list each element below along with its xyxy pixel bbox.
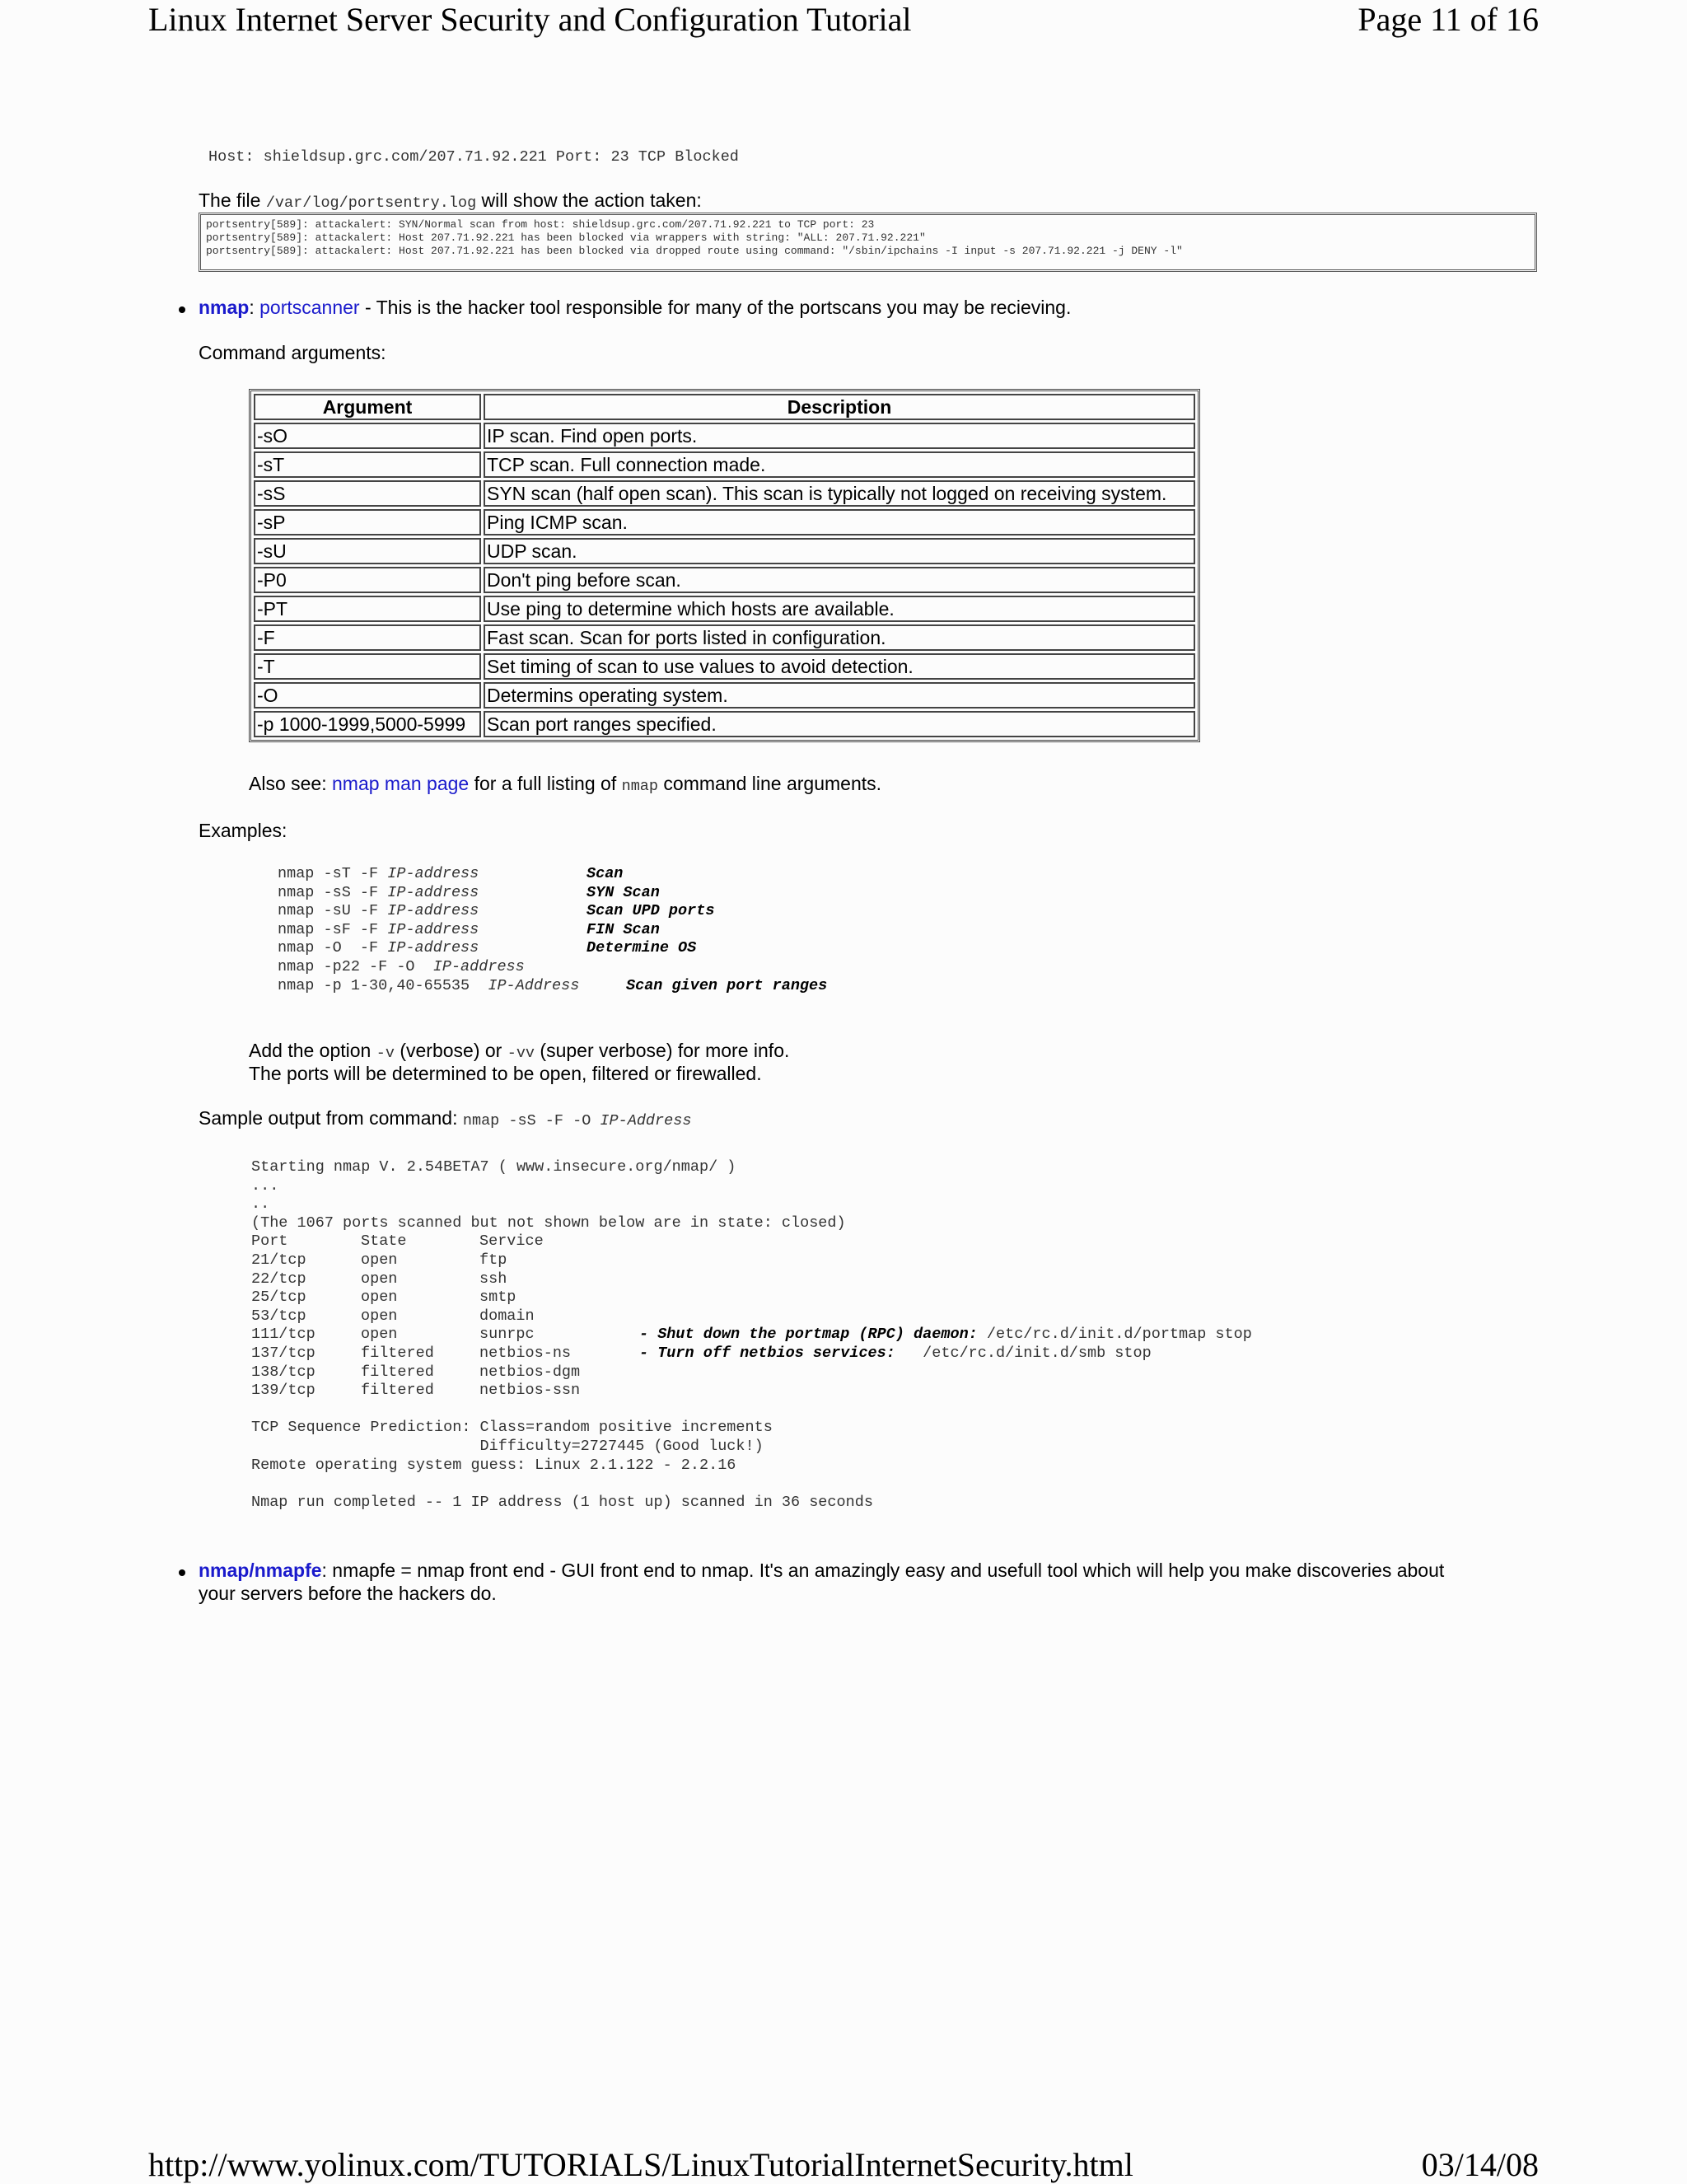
page-footer-date: 03/14/08 <box>1421 2146 1539 2183</box>
log-file-prefix: The file <box>199 189 266 211</box>
example-cmd: nmap -O -F <box>278 939 388 956</box>
log-file-suffix: will show the action taken: <box>476 189 702 211</box>
description-cell: Determins operating system. <box>484 682 1195 709</box>
service-cell: netbios-dgm <box>479 1363 581 1381</box>
state-cell: open <box>361 1326 398 1343</box>
log-file-intro <box>199 189 702 212</box>
description-cell: Don't ping before scan. <box>484 567 1195 593</box>
state-cell: filtered <box>361 1363 434 1381</box>
port-cell: 53/tcp <box>251 1307 306 1325</box>
port-cell: 22/tcp <box>251 1270 306 1288</box>
argument-cell: -F <box>254 624 481 651</box>
output-line: Difficulty=2727445 (Good luck!) <box>251 1438 764 1455</box>
example-command <box>278 902 479 919</box>
example-arg: IP-address <box>387 884 479 901</box>
nmap-name-link[interactable]: nmap <box>199 297 250 318</box>
page-number: Page 11 of 16 <box>1358 1 1539 38</box>
sample-arg: IP-Address <box>600 1112 692 1129</box>
nmapfe-slash: / <box>249 1560 255 1581</box>
ports-determined-line: The ports will be determined to be open, filtered or firewalled. <box>249 1063 762 1084</box>
service-cell: netbios-ssn <box>479 1382 581 1399</box>
service-cell: ssh <box>479 1270 507 1288</box>
example-command <box>278 958 525 975</box>
example-cmd: nmap -sS -F <box>278 884 388 901</box>
also-see-prefix: Also see: <box>249 773 332 794</box>
nmap-man-page-link[interactable]: nmap man page <box>332 773 470 794</box>
also-see-code: nmap <box>621 778 659 795</box>
sample-label-text: Sample output from command: <box>199 1107 463 1129</box>
table-row <box>254 451 1195 478</box>
example-cmd: nmap -sF -F <box>278 921 388 938</box>
state-cell: open <box>361 1270 398 1288</box>
service-cell: domain <box>479 1307 535 1325</box>
table-row <box>254 423 1195 449</box>
command-arguments-label: Command arguments: <box>199 342 386 363</box>
page-header-title: Linux Internet Server Security and Configuration Tutorial <box>148 1 912 38</box>
state-cell: open <box>361 1288 398 1306</box>
log-line: portsentry[589]: attackalert: Host 207.71.92.221 has been blocked via wrappers with string: "ALL: 207.71.92.221" <box>206 231 926 244</box>
bullet-icon <box>179 306 185 313</box>
nmapfe-item <box>199 1560 1444 1582</box>
output-line: Starting nmap V. 2.54BETA7 ( www.insecure.org/nmap/ ) <box>251 1158 736 1176</box>
example-arg: IP-address <box>387 902 479 919</box>
state-cell: open <box>361 1251 398 1269</box>
portscanner-link[interactable]: portscanner <box>259 297 360 318</box>
nmapfe-description: : nmapfe = nmap front end - GUI front end to nmap. It's an amazingly easy and usefull tool which will help you make discoveries about <box>321 1560 1445 1581</box>
description-cell: UDP scan. <box>484 538 1195 564</box>
table-row <box>254 653 1195 680</box>
port-note-text: /etc/rc.d/init.d/smb stop <box>895 1345 1152 1362</box>
port-note <box>639 1345 1152 1362</box>
also-see-middle: for a full listing of <box>469 773 622 794</box>
example-command <box>278 921 479 938</box>
argument-cell: -sP <box>254 509 481 535</box>
description-cell: Ping ICMP scan. <box>484 509 1195 535</box>
port-cell: 137/tcp <box>251 1345 315 1362</box>
examples-label: Examples: <box>199 820 287 841</box>
verbose-text-d: (super verbose) for more info. <box>535 1040 790 1061</box>
nmap-link[interactable]: nmap <box>199 1560 250 1581</box>
example-desc-text: FIN Scan <box>586 921 660 938</box>
example-desc-text: SYN Scan <box>586 884 660 901</box>
example-arg: IP-address <box>387 939 479 956</box>
output-line: Nmap run completed -- 1 IP address (1 host up) scanned in 36 seconds <box>251 1494 873 1511</box>
example-description <box>626 977 827 994</box>
description-cell: Scan port ranges specified. <box>484 711 1195 737</box>
table-row <box>254 682 1195 709</box>
verbose-line <box>249 1040 789 1062</box>
example-desc-text: Scan given port ranges <box>626 977 828 994</box>
port-note-bold: - Turn off netbios services: <box>639 1345 895 1362</box>
example-arg: IP-address <box>387 865 479 882</box>
table-row <box>254 596 1195 622</box>
description-cell: IP scan. Find open ports. <box>484 423 1195 449</box>
nmapfe-description-cont: your servers before the hackers do. <box>199 1583 497 1604</box>
description-cell: TCP scan. Full connection made. <box>484 451 1195 478</box>
also-see-suffix: command line arguments. <box>658 773 882 794</box>
port-cell: 139/tcp <box>251 1382 315 1399</box>
nmap-sep: : <box>249 297 260 318</box>
host-blocked-line: Host: shieldsup.grc.com/207.71.92.221 Port: 23 TCP Blocked <box>208 148 739 166</box>
page-footer-url: http://www.yolinux.com/TUTORIALS/LinuxTutorialInternetSecurity.html <box>148 2146 1133 2183</box>
nmapfe-link[interactable]: nmapfe <box>254 1560 322 1581</box>
verbose-code-vv: -vv <box>507 1045 535 1062</box>
port-cell: 25/tcp <box>251 1288 306 1306</box>
argument-cell: -sS <box>254 480 481 507</box>
state-cell: open <box>361 1307 398 1325</box>
output-line: TCP Sequence Prediction: Class=random positive increments <box>251 1419 773 1436</box>
arguments-table <box>249 389 1200 742</box>
example-cmd: nmap -sU -F <box>278 902 388 919</box>
description-cell: Set timing of scan to use values to avoid detection. <box>484 653 1195 680</box>
port-note-text: /etc/rc.d/init.d/portmap stop <box>977 1326 1252 1343</box>
example-cmd: nmap -sT -F <box>278 865 388 882</box>
example-desc-text: Scan UPD ports <box>586 902 715 919</box>
argument-cell: -P0 <box>254 567 481 593</box>
table-row <box>254 567 1195 593</box>
service-cell: ftp <box>479 1251 507 1269</box>
port-cell: 138/tcp <box>251 1363 315 1381</box>
example-command <box>278 939 479 956</box>
table-row <box>254 509 1195 535</box>
service-cell: netbios-ns <box>479 1345 572 1362</box>
example-desc-text: Scan <box>586 865 624 882</box>
column-header-description: Description <box>484 394 1195 420</box>
output-line: .. <box>251 1195 270 1213</box>
example-desc-text: Determine OS <box>586 939 697 956</box>
nmap-description: - This is the hacker tool responsible for many of the portscans you may be recieving. <box>359 297 1072 318</box>
argument-cell: -sU <box>254 538 481 564</box>
example-description <box>586 939 696 956</box>
example-command <box>278 865 479 882</box>
port-note-bold: - Shut down the portmap (RPC) daemon: <box>639 1326 978 1343</box>
table-row <box>254 480 1195 507</box>
state-cell: filtered <box>361 1382 434 1399</box>
argument-cell: -sO <box>254 423 481 449</box>
argument-cell: -PT <box>254 596 481 622</box>
port-note <box>639 1326 1252 1343</box>
example-arg: IP-address <box>387 921 479 938</box>
example-cmd: nmap -p 1-30,40-65535 <box>278 977 488 994</box>
column-header-argument: Argument <box>254 394 481 420</box>
example-cmd: nmap -p22 -F -O <box>278 958 433 975</box>
output-line: (The 1067 ports scanned but not shown below are in state: closed) <box>251 1214 846 1232</box>
example-command <box>278 884 479 901</box>
example-arg: IP-address <box>432 958 525 975</box>
argument-cell: -O <box>254 682 481 709</box>
verbose-code-v: -v <box>376 1045 395 1062</box>
also-see-line <box>249 773 881 795</box>
table-row <box>254 711 1195 737</box>
log-output-box <box>199 213 1537 272</box>
table-row <box>254 538 1195 564</box>
service-cell: sunrpc <box>479 1326 535 1343</box>
table-row <box>254 624 1195 651</box>
example-arg: IP-Address <box>488 977 580 994</box>
description-cell: SYN scan (half open scan). This scan is typically not logged on receiving system. <box>484 480 1195 507</box>
example-description <box>586 884 660 901</box>
verbose-text-b: (verbose) or <box>394 1040 507 1061</box>
table-header-row <box>254 394 1195 420</box>
state-cell: filtered <box>361 1345 434 1362</box>
port-column-header: Port <box>251 1232 288 1250</box>
bullet-icon <box>179 1569 185 1576</box>
service-cell: smtp <box>479 1288 516 1306</box>
example-description <box>586 902 714 919</box>
example-description <box>586 865 623 882</box>
argument-cell: -T <box>254 653 481 680</box>
argument-cell: -sT <box>254 451 481 478</box>
description-cell: Use ping to determine which hosts are available. <box>484 596 1195 622</box>
verbose-text-a: Add the option <box>249 1040 376 1061</box>
state-column-header: State <box>361 1232 407 1250</box>
sample-output-label <box>199 1107 691 1129</box>
example-command <box>278 977 579 994</box>
argument-cell: -p 1000-1999,5000-5999 <box>254 711 481 737</box>
service-column-header: Service <box>479 1232 544 1250</box>
port-cell: 111/tcp <box>251 1326 315 1343</box>
sample-cmd: nmap -sS -F -O <box>462 1112 600 1129</box>
port-cell: 21/tcp <box>251 1251 306 1269</box>
description-cell: Fast scan. Scan for ports listed in configuration. <box>484 624 1195 651</box>
log-line: portsentry[589]: attackalert: Host 207.71.92.221 has been blocked via dropped route using command: "/sbin/ipchains -I input -s 207.71.92.221 -j DENY -l" <box>206 245 1183 257</box>
output-line: ... <box>251 1177 279 1195</box>
log-line: portsentry[589]: attackalert: SYN/Normal scan from host: shieldsup.grc.com/207.71.92.221 to TCP port: 23 <box>206 218 875 231</box>
nmap-item <box>199 297 1071 319</box>
log-file-path: /var/log/portsentry.log <box>265 194 477 212</box>
output-line: Remote operating system guess: Linux 2.1.122 - 2.2.16 <box>251 1457 736 1474</box>
example-description <box>586 921 660 938</box>
